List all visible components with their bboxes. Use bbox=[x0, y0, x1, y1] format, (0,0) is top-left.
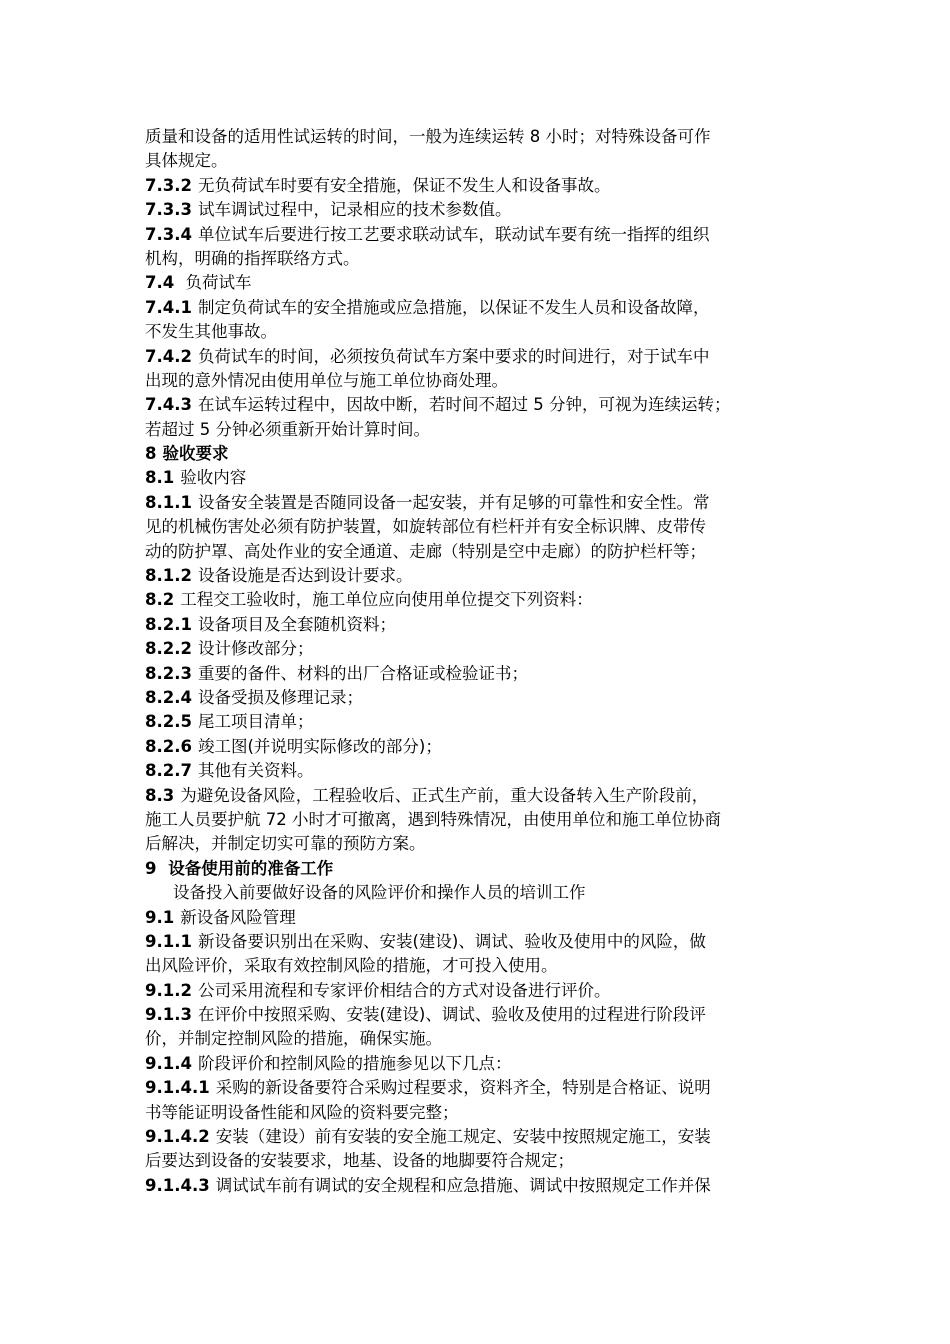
line-text: 验收内容 bbox=[180, 468, 247, 488]
line-text: 尾工项目清单； bbox=[197, 712, 314, 732]
line-text: 新设备风险管理 bbox=[180, 907, 296, 927]
text-line bbox=[145, 710, 820, 734]
line-text: 无负荷试车时要有安全措施，保证不发生人和设备事故。 bbox=[197, 175, 611, 195]
text-line bbox=[145, 540, 820, 564]
line-text: 在试车运转过程中，因故中断，若时间不超过 5 分钟，可视为连续运转； bbox=[197, 395, 731, 415]
text-line bbox=[145, 515, 820, 539]
line-text: 机构，明确的指挥联络方式。 bbox=[145, 248, 360, 268]
section-number: 7.3.3 bbox=[145, 200, 192, 220]
section-number: 8.2.7 bbox=[145, 761, 192, 781]
text-line bbox=[145, 125, 820, 149]
line-text: 见的机械伤害处必须有防护装置，如旋转部位有栏杆并有安全标识牌、皮带传 bbox=[145, 517, 706, 537]
line-text: 质量和设备的适用性试运转的时间，一般为连续运转 8 小时；对特殊设备可作 bbox=[145, 127, 711, 146]
line-text: 为避免设备风险，工程验收后、正式生产前，重大设备转入生产阶段前， bbox=[180, 785, 709, 805]
text-line bbox=[145, 1149, 820, 1173]
text-line bbox=[145, 735, 820, 759]
text-line bbox=[145, 1003, 820, 1027]
line-text: 后解决，并制定切实可靠的预防方案。 bbox=[145, 834, 426, 854]
line-text: 负荷试车 bbox=[180, 273, 252, 293]
line-text: 工程交工验收时，施工单位应向使用单位提交下列资料： bbox=[180, 590, 593, 610]
text-line bbox=[145, 491, 820, 515]
text-line bbox=[145, 906, 820, 930]
section-number: 8.2.6 bbox=[145, 736, 192, 756]
line-text: 采购的新设备要符合采购过程要求，资料齐全，特别是合格证、说明 bbox=[215, 1078, 711, 1098]
section-number: 7.4.1 bbox=[145, 297, 192, 317]
line-text: 制定负荷试车的安全措施或应急措施，以保证不发生人员和设备故障， bbox=[197, 297, 710, 317]
text-line bbox=[145, 881, 820, 905]
line-text: 价，并制定控制风险的措施，确保实施。 bbox=[145, 1029, 442, 1049]
line-text: 负荷试车的时间，必须按负荷试车方案中要求的时间进行，对于试车中 bbox=[197, 346, 710, 366]
section-number: 8 bbox=[145, 444, 157, 464]
text-line bbox=[145, 198, 820, 222]
text-line bbox=[145, 174, 820, 198]
section-number: 9.1.4 bbox=[145, 1053, 192, 1073]
text-line bbox=[145, 320, 820, 344]
text-line bbox=[145, 613, 820, 637]
section-number: 9.1.4.1 bbox=[145, 1078, 210, 1098]
line-text: 设备使用前的准备工作 bbox=[162, 858, 334, 878]
text-line bbox=[145, 1052, 820, 1076]
text-line bbox=[145, 223, 820, 247]
line-text: 其他有关资料。 bbox=[197, 761, 314, 781]
line-text: 设备投入前要做好设备的风险评价和操作人员的培训工作 bbox=[173, 883, 586, 903]
section-number: 8.1 bbox=[145, 468, 175, 488]
text-line bbox=[145, 759, 820, 783]
text-line bbox=[145, 466, 820, 490]
text-line bbox=[145, 1174, 820, 1198]
text-line bbox=[145, 832, 820, 856]
text-line bbox=[145, 662, 820, 686]
section-number: 7.4 bbox=[145, 273, 175, 293]
section-number: 7.4.2 bbox=[145, 346, 192, 366]
line-text: 新设备要识别出在采购、安装(建设)、调试、验收及使用中的风险，做 bbox=[197, 931, 706, 951]
section-number: 9.1.3 bbox=[145, 1005, 192, 1025]
section-number: 9.1.1 bbox=[145, 931, 192, 951]
text-line bbox=[145, 637, 820, 661]
line-text: 试车调试过程中，记录相应的技术参数值。 bbox=[197, 200, 512, 220]
text-line bbox=[145, 296, 820, 320]
text-line bbox=[145, 271, 820, 295]
text-line bbox=[145, 345, 820, 369]
line-text: 后要达到设备的安装要求，地基、设备的地脚要符合规定； bbox=[145, 1151, 574, 1171]
section-number: 8.1.1 bbox=[145, 492, 192, 512]
line-text: 书等能证明设备性能和风险的资料要完整； bbox=[145, 1102, 459, 1122]
text-line bbox=[145, 1027, 820, 1051]
line-text: 施工人员要护航 72 小时才可撤离，遇到特殊情况，由使用单位和施工单位协商 bbox=[145, 809, 721, 829]
line-text: 设备安全装置是否随同设备一起安装，并有足够的可靠性和安全性。常 bbox=[197, 492, 710, 512]
line-text: 设备设施是否达到设计要求。 bbox=[197, 566, 413, 586]
section-number: 8.2.1 bbox=[145, 614, 192, 634]
line-text: 具体规定。 bbox=[145, 151, 228, 171]
text-line bbox=[145, 564, 820, 588]
section-number: 9.1.2 bbox=[145, 980, 192, 1000]
text-line bbox=[145, 954, 820, 978]
section-number: 9.1.4.3 bbox=[145, 1175, 210, 1195]
line-text: 安装（建设）前有安装的安全施工规定、安装中按照规定施工，安装 bbox=[215, 1127, 711, 1147]
section-number: 7.4.3 bbox=[145, 395, 192, 415]
text-line bbox=[145, 1125, 820, 1149]
line-text: 不发生其他事故。 bbox=[145, 322, 277, 342]
line-text: 验收要求 bbox=[162, 444, 229, 464]
line-text: 单位试车后要进行按工艺要求联动试车，联动试车要有统一指挥的组织 bbox=[197, 224, 710, 244]
section-number: 9.1 bbox=[145, 907, 175, 927]
line-text: 若超过 5 分钟必须重新开始计算时间。 bbox=[145, 419, 430, 439]
line-text: 公司采用流程和专家评价相结合的方式对设备进行评价。 bbox=[197, 980, 611, 1000]
line-text: 动的防护罩、高处作业的安全通道、走廊（特别是空中走廊）的防护栏杆等； bbox=[145, 541, 706, 561]
text-line bbox=[145, 393, 820, 417]
section-number: 8.1.2 bbox=[145, 566, 192, 586]
text-line bbox=[145, 857, 820, 881]
line-text: 设备受损及修理记录； bbox=[197, 687, 363, 707]
line-text: 设计修改部分； bbox=[197, 639, 314, 659]
section-number: 8.2 bbox=[145, 590, 175, 610]
section-number: 7.3.4 bbox=[145, 224, 192, 244]
text-line bbox=[145, 930, 820, 954]
line-text: 出风险评价，采取有效控制风险的措施，才可投入使用。 bbox=[145, 956, 558, 976]
line-text: 设备项目及全套随机资料； bbox=[197, 614, 396, 634]
text-line bbox=[145, 784, 820, 808]
section-number: 7.3.2 bbox=[145, 175, 192, 195]
line-text: 阶段评价和控制风险的措施参见以下几点： bbox=[197, 1053, 512, 1073]
text-line bbox=[145, 247, 820, 271]
text-line bbox=[145, 686, 820, 710]
section-number: 9 bbox=[145, 858, 157, 878]
section-number: 9.1.4.2 bbox=[145, 1127, 210, 1147]
text-line bbox=[145, 369, 820, 393]
section-number: 8.3 bbox=[145, 785, 175, 805]
text-line bbox=[145, 442, 820, 466]
text-line bbox=[145, 588, 820, 612]
text-line bbox=[145, 1076, 820, 1100]
line-text: 重要的备件、材料的出厂合格证或检验证书； bbox=[197, 663, 528, 683]
section-number: 8.2.3 bbox=[145, 663, 192, 683]
text-line bbox=[145, 1101, 820, 1125]
line-text: 调试试车前有调试的安全规程和应急措施、调试中按照规定工作并保 bbox=[215, 1175, 711, 1195]
text-line bbox=[145, 979, 820, 1003]
section-number: 8.2.2 bbox=[145, 639, 192, 659]
document-page bbox=[145, 125, 820, 1198]
text-line bbox=[145, 149, 820, 173]
section-number: 8.2.5 bbox=[145, 712, 192, 732]
text-line bbox=[145, 418, 820, 442]
line-text: 出现的意外情况由使用单位与施工单位协商处理。 bbox=[145, 370, 508, 390]
text-line bbox=[145, 808, 820, 832]
line-text: 在评价中按照采购、安装(建设)、调试、验收及使用的过程进行阶段评 bbox=[197, 1005, 706, 1025]
line-text: 竣工图(并说明实际修改的部分)； bbox=[197, 736, 442, 756]
section-number: 8.2.4 bbox=[145, 687, 192, 707]
